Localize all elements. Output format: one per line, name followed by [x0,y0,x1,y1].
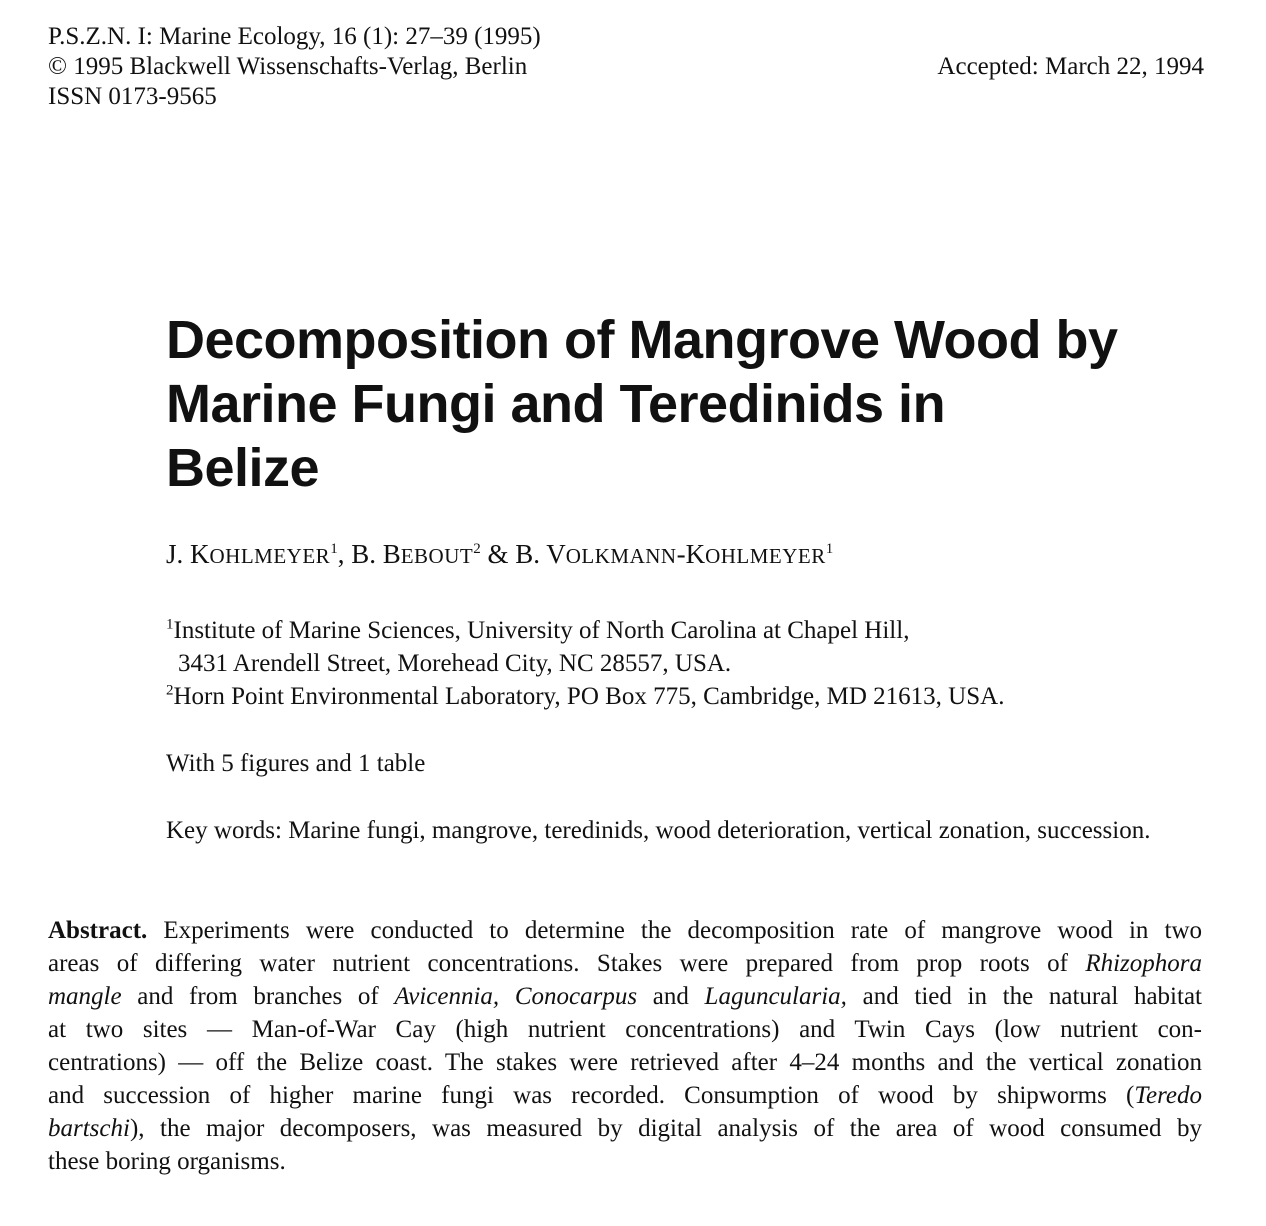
abstract-text: areas of differing water nutrient concentrations. Stakes were prepared from prop roots of [48,950,1086,977]
abstract-line [48,1112,1202,1145]
author-name: OHLMEYER [705,544,826,568]
title-line: Marine Fungi and Teredinids in [166,374,946,434]
abstract-line: at two sites — Man-of-War Cay (high nutrient concentrations) and Twin Cays (low nutrient con- [48,1016,1202,1043]
accepted-date: Accepted: March 22, 1994 [937,53,1204,80]
paper-title [166,308,1166,500]
abstract-line: these boring organisms. [48,1148,286,1175]
abstract-text: and succession of higher marine fungi was recorded. Consumption of wood by shipworms ( [48,1082,1135,1109]
copyright-line: © 1995 Blackwell Wissenschafts-Verlag, Berlin [48,53,528,80]
abstract-text: ), the major decomposers, was measured by digital analysis of the area of wood consumed by [129,1115,1202,1142]
author-affiliation-mark: 1 [330,541,338,557]
affiliation-1 [166,614,1004,647]
abstract-text: and [637,983,705,1010]
author-list [166,536,833,574]
abstract-line [48,1079,1202,1112]
author-separator: , B. [337,539,383,569]
abstract [48,914,1202,1178]
species-name: Avicennia, Conocarpus [394,983,638,1010]
species-name: mangle [48,983,122,1010]
author-separator: & B. [480,539,547,569]
affiliation-text: Horn Point Environmental Laboratory, PO Box 775, Cambridge, MD 21613, USA. [173,683,1005,710]
abstract-line [48,914,1202,947]
abstract-label: Abstract. [48,917,148,944]
abstract-line [48,947,1202,980]
title-line: Belize [166,438,320,498]
species-name: Rhizophora [1085,950,1202,977]
author-name-cap: K [685,539,706,569]
keywords: Key words: Marine fungi, mangrove, teredinids, wood deterioration, vertical zonation, succession. [166,817,1151,844]
species-name: Teredo [1134,1082,1202,1109]
figure-count: With 5 figures and 1 table [166,750,426,777]
author-name: OLKMANN [565,544,677,568]
abstract-text: and from branches of [121,983,395,1010]
author-affiliation-mark: 2 [473,541,481,557]
species-name: bartschi [48,1115,130,1142]
author-name: OHLMEYER [209,544,331,568]
author-initial: J. [166,539,191,569]
abstract-text: and tied in the natural habitat [846,983,1202,1010]
author-name-cap: B [382,539,401,569]
affiliation-1-address: 3431 Arendell Street, Morehead City, NC 28557, USA. [178,650,732,677]
species-name: Laguncularia, [704,983,847,1010]
author-name-cap: V [546,539,566,569]
author-affiliation-mark: 1 [825,541,834,557]
affiliation-mark: 1 [166,616,174,633]
affiliations [166,614,1004,713]
author-name-cap: K [190,539,210,569]
issn-line: ISSN 0173-9565 [48,83,217,110]
author-name: EBOUT [400,544,474,568]
journal-citation: P.S.Z.N. I: Marine Ecology, 16 (1): 27–39 (1995) [48,23,541,50]
affiliation-2 [166,680,1004,713]
title-line: Decomposition of Mangrove Wood by [166,310,1118,370]
abstract-text: Experiments were conducted to determine the decomposition rate of mangrove wood in two [147,917,1202,944]
affiliation-mark: 2 [166,682,174,699]
author-hyphen: - [676,539,686,569]
abstract-line [48,980,1202,1013]
journal-header [48,22,541,112]
affiliation-text: Institute of Marine Sciences, University of North Carolina at Chapel Hill, [173,617,910,644]
abstract-line: centrations) — off the Belize coast. The stakes were retrieved after 4–24 months and the vertical zonation [48,1049,1202,1076]
